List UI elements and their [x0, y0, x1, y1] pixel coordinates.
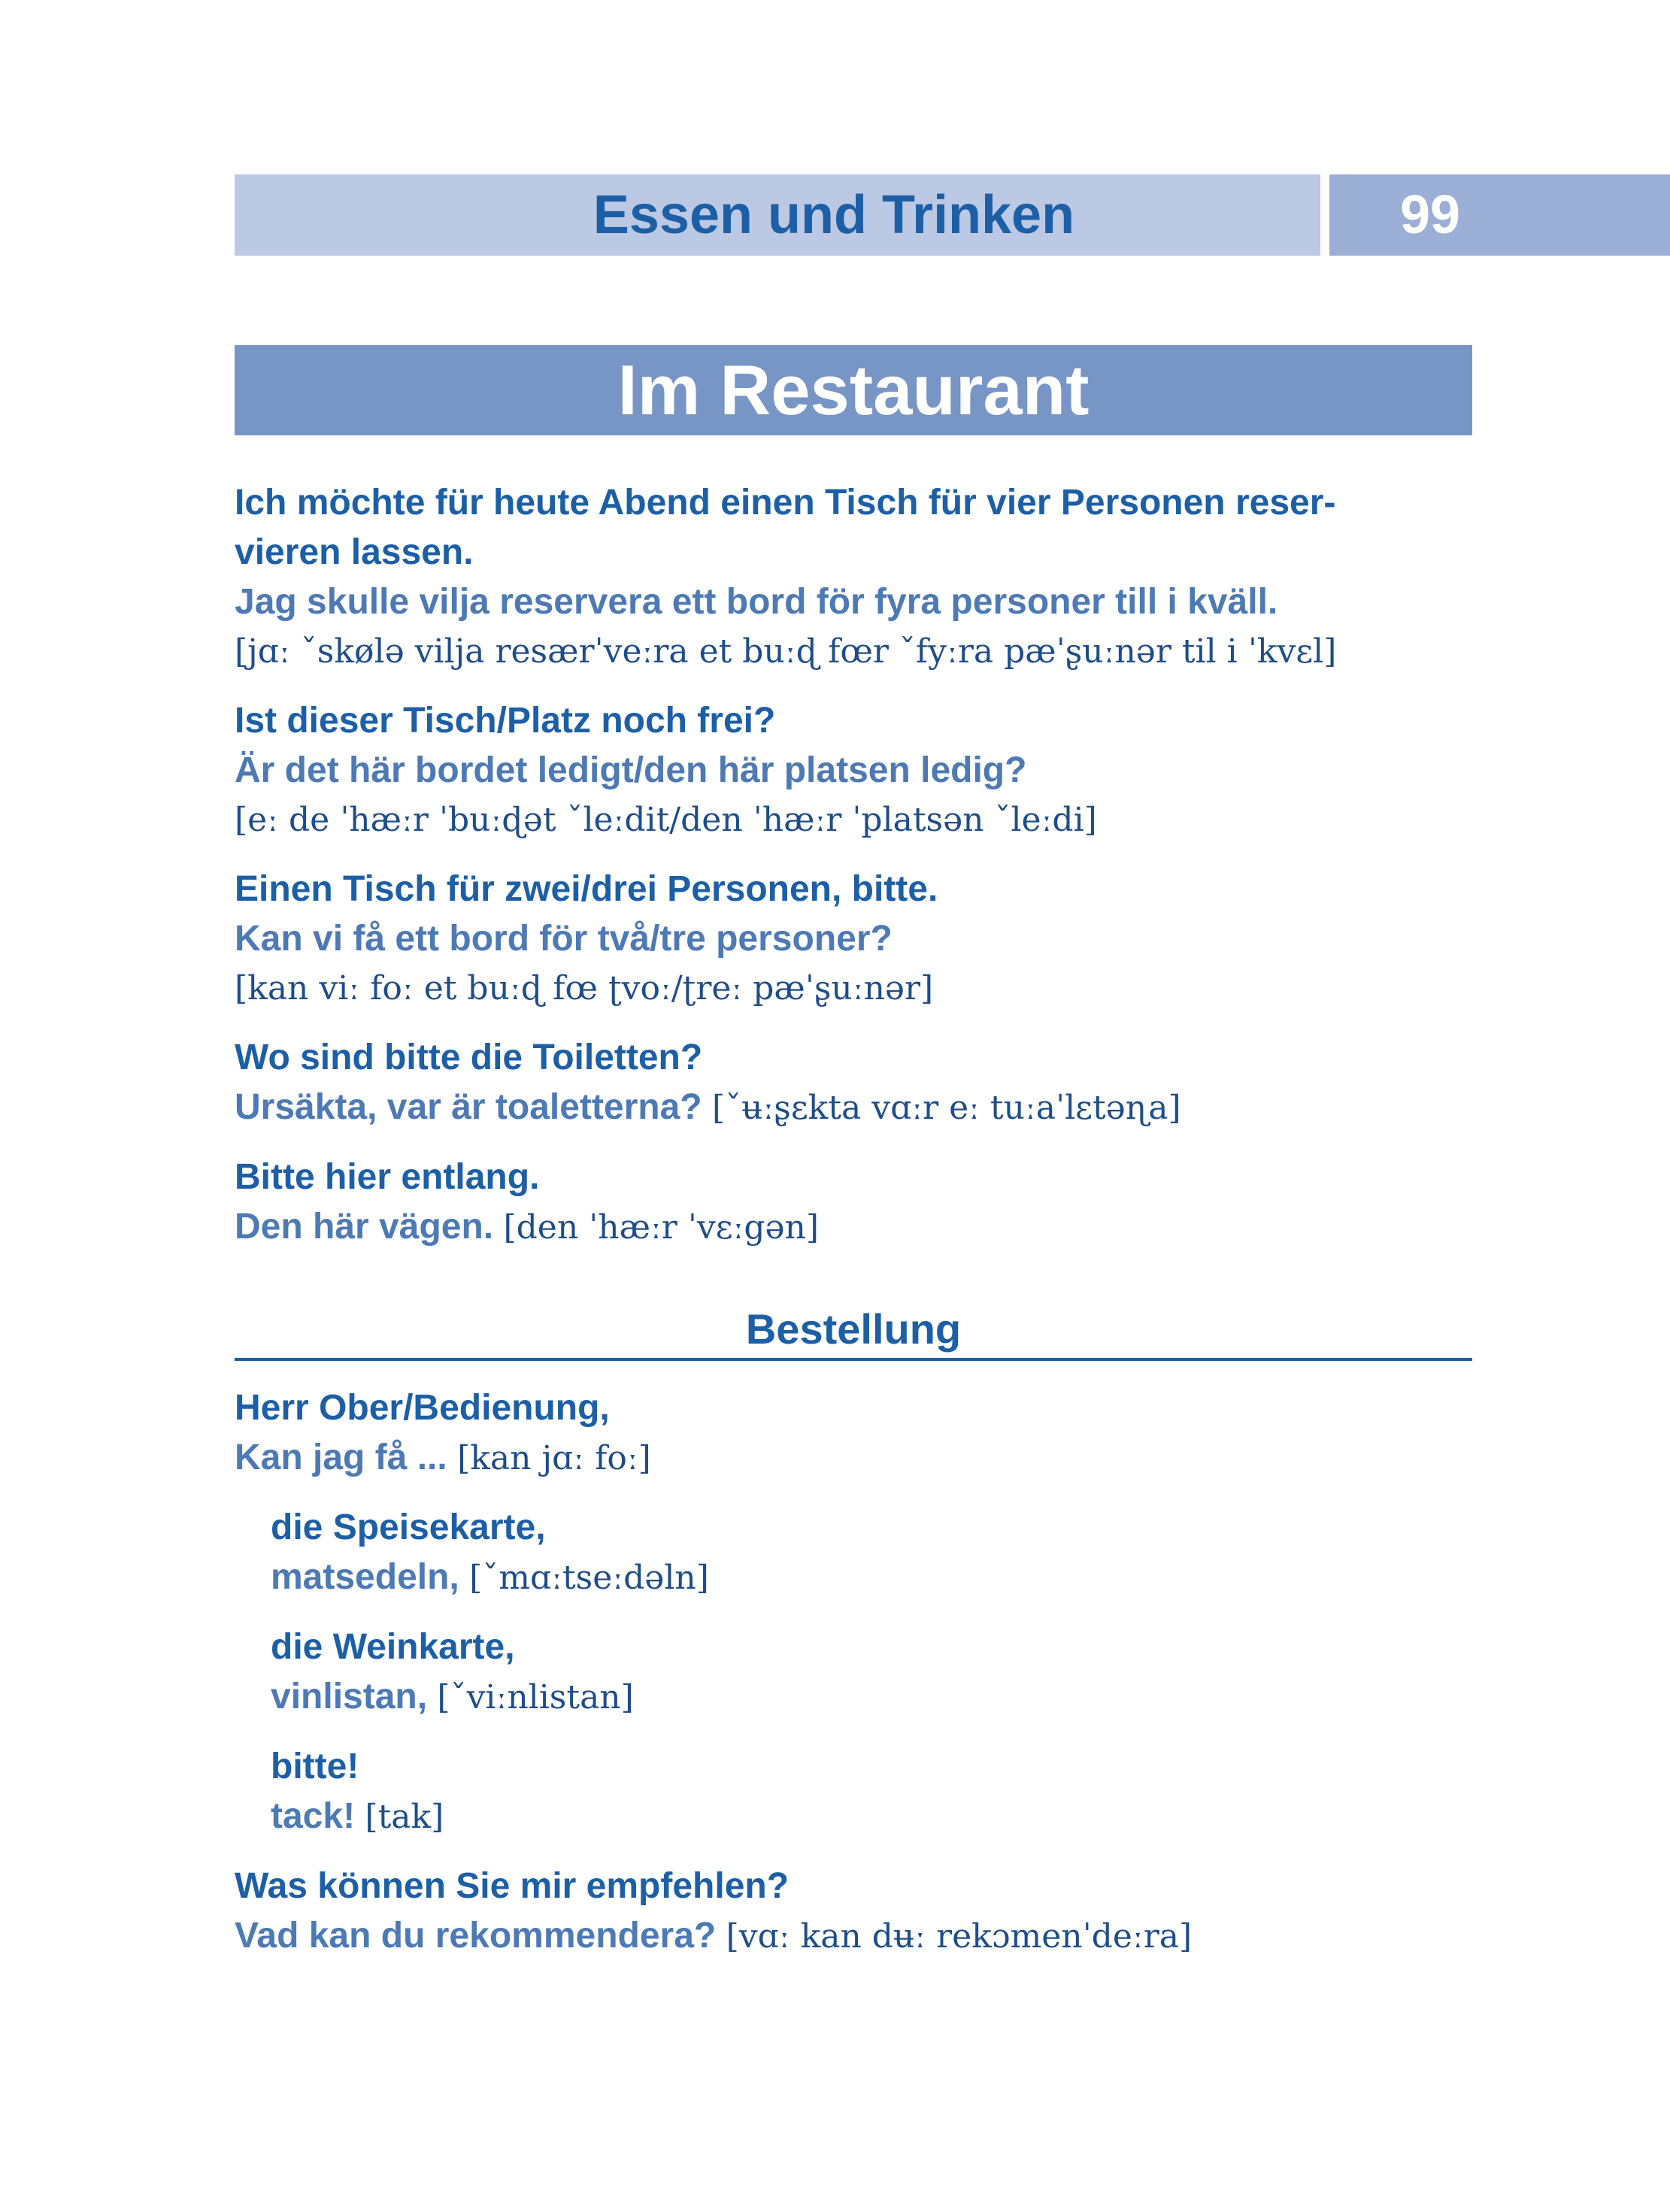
- section-title: Bestellung: [745, 1305, 962, 1353]
- swedish-line: [235, 1433, 1472, 1483]
- swedish-phrase: Jag skulle vilja reservera ett bord för fyra personer till i kväll.: [235, 582, 1278, 622]
- pronunciation: [ˇʉːʂɛkta vɑːr eː tuːaˈlɛtəɳa]: [711, 1089, 1181, 1127]
- phrase-entry: [235, 696, 1472, 845]
- german-phrase: bitte!: [271, 1747, 359, 1786]
- pronunciation: [ˇviːnlistan]: [437, 1678, 634, 1717]
- phrase-list: [235, 478, 1472, 1272]
- pronunciation: [jɑː ˇskølə vilja resærˈveːra et buːɖ fœr ˇfyːra pæˈʂuːnər til i ˈkvɛl]: [235, 632, 1337, 671]
- swedish-line: [235, 1911, 1472, 1962]
- german-phrase-continued: vieren lassen.: [235, 532, 474, 572]
- swedish-phrase: matsedeln,: [271, 1557, 459, 1597]
- pronunciation: [kan jɑː foː]: [457, 1439, 651, 1477]
- page-number-box: [1329, 174, 1670, 256]
- swedish-line: [271, 1553, 1472, 1603]
- swedish-line: [271, 1792, 1472, 1842]
- swedish-line: [235, 1202, 1472, 1253]
- swedish-phrase: Den här vägen.: [235, 1207, 494, 1247]
- german-phrase: Wo sind bitte die Toiletten?: [235, 1038, 703, 1077]
- pronunciation: [vɑː kan dʉː rekɔmenˈdeːra]: [726, 1917, 1193, 1956]
- swedish-phrase: Är det här bordet ledigt/den här platsen ledig?: [235, 750, 1027, 790]
- swedish-phrase: Ursäkta, var är toaletterna?: [235, 1087, 702, 1127]
- pronunciation: [ˇmɑːtseːdəln]: [469, 1559, 709, 1597]
- phrase-entry: [235, 865, 1472, 1014]
- pronunciation: [tak]: [365, 1798, 444, 1836]
- swedish-phrase: vinlistan,: [271, 1677, 428, 1717]
- swedish-phrase: Kan jag få ...: [235, 1438, 447, 1477]
- swedish-line: [271, 1672, 1472, 1723]
- pronunciation: [eː de ˈhæːr ˈbuːɖət ˇleːdit/den ˈhæːr ˈplatsən ˇleːdi]: [235, 801, 1097, 839]
- german-phrase: die Speisekarte,: [271, 1507, 546, 1547]
- german-phrase: Ist dieser Tisch/Platz noch frei?: [235, 701, 776, 741]
- page-title: Im Restaurant: [617, 350, 1090, 429]
- swedish-phrase: Kan vi få ett bord för två/tre personer?: [235, 919, 893, 959]
- sub-phrase-entry: [271, 1623, 1472, 1723]
- swedish-phrase: Vad kan du rekommendera?: [235, 1916, 717, 1956]
- sub-phrase-entry: [271, 1742, 1472, 1842]
- swedish-line: [235, 1083, 1472, 1133]
- chapter-header: [235, 174, 1320, 256]
- pronunciation: [kan viː foː et buːɖ fœ ʈvoː/ʈreː pæˈʂuːnər]: [235, 969, 934, 1008]
- german-phrase: Bitte hier entlang.: [235, 1157, 540, 1197]
- german-phrase: Herr Ober/Bedienung,: [235, 1388, 610, 1428]
- phrase-entry: [235, 1153, 1472, 1253]
- phrase-entry: [235, 1862, 1472, 1962]
- german-phrase: Was können Sie mir empfehlen?: [235, 1866, 790, 1906]
- page-number: 99: [1400, 185, 1461, 245]
- title-banner: [235, 345, 1472, 435]
- phrase-entry: [235, 1033, 1472, 1133]
- german-phrase: Ich möchte für heute Abend einen Tisch für vier Personen reser-: [235, 483, 1336, 523]
- swedish-phrase: tack!: [271, 1796, 356, 1836]
- order-phrases: [235, 1383, 1472, 1981]
- german-phrase: Einen Tisch für zwei/drei Personen, bitte.: [235, 869, 938, 909]
- phrase-entry: [235, 1383, 1472, 1483]
- phrase-entry: [235, 478, 1472, 677]
- chapter-title: Essen und Trinken: [593, 185, 1075, 245]
- sub-phrase-entry: [271, 1503, 1472, 1603]
- pronunciation: [den ˈhæːr ˈvɛːgən]: [503, 1208, 820, 1247]
- section-heading: [235, 1301, 1472, 1361]
- german-phrase: die Weinkarte,: [271, 1627, 515, 1667]
